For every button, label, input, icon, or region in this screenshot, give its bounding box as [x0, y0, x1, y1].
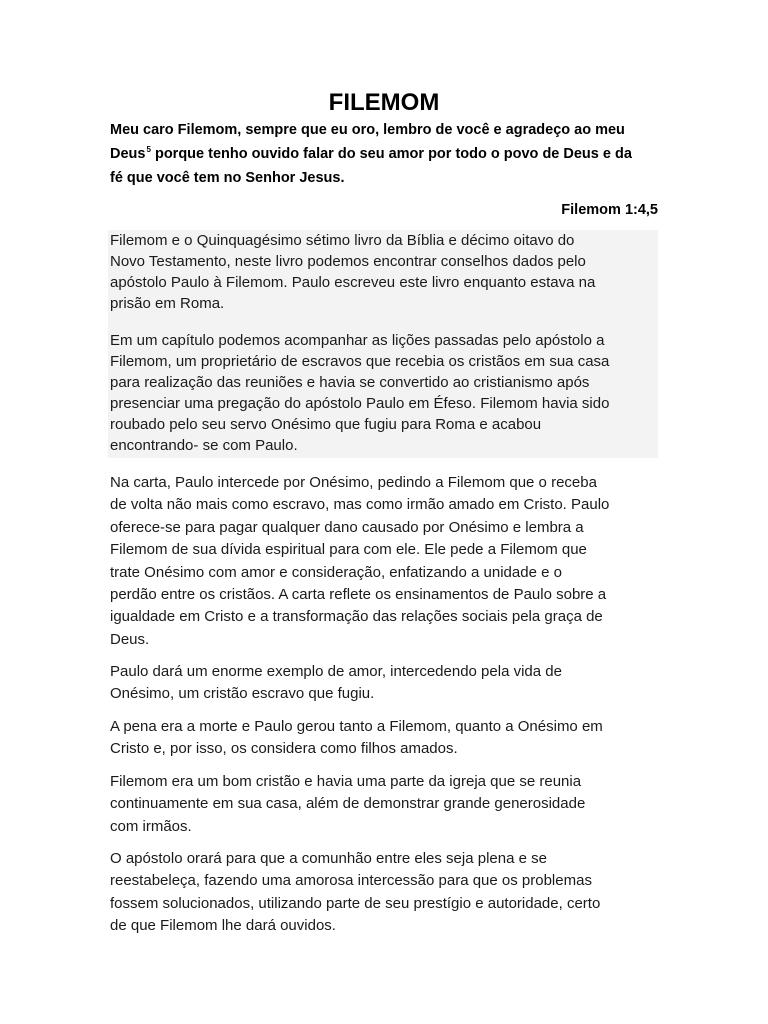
text-line: O apóstolo orará para que a comunhão entre eles seja plena e se — [110, 850, 547, 867]
text-line: Filemom era um bom cristão e havia uma parte da igreja que se reunia — [110, 773, 582, 790]
paragraph-prayer — [110, 848, 710, 938]
paragraph-example — [110, 661, 710, 706]
text-line: oferece-se para pagar qualquer dano causado por Onésimo e lembra a — [110, 518, 584, 536]
paragraph-penalty — [110, 716, 710, 761]
text-line: com irmãos. — [110, 817, 192, 835]
footnote-marker: 5 — [146, 144, 151, 154]
text-line: perdão entre os cristãos. A carta reflete os ensinamentos de Paulo sobre a — [110, 586, 607, 604]
text-line: Cristo e, por isso, os considera como filhos amados. — [110, 740, 458, 758]
highlight-box — [108, 230, 658, 458]
paragraph-chapter-summary — [108, 330, 658, 456]
text-line: Filemom e o Quinquagésimo sétimo livro da Bíblia e décimo oitavo do — [110, 232, 575, 249]
text-line: prisão em Roma. — [110, 295, 225, 312]
paragraph-church — [110, 771, 710, 838]
paragraph-book-intro — [108, 230, 658, 314]
text-line: Em um capítulo podemos acompanhar as lições passadas pelo apóstolo a — [110, 332, 605, 349]
text-line: Deus. — [110, 630, 150, 648]
text-line: apóstolo Paulo à Filemom. Paulo escreveu este livro enquanto estava na — [110, 274, 596, 291]
text-line: Na carta, Paulo intercede por Onésimo, pedindo a Filemom que o receba — [110, 474, 597, 491]
text-line: reestabeleça, fazendo uma amorosa intercessão para que os problemas — [110, 872, 592, 890]
text-line: igualdade em Cristo e a transformação das relações sociais pela graça de — [110, 608, 603, 626]
text-line: Novo Testamento, neste livro podemos encontrar conselhos dados pelo — [110, 253, 586, 270]
text-line: continuamente em sua casa, além de demonstrar grande generosidade — [110, 795, 586, 813]
paragraph-letter — [110, 472, 710, 651]
text-line: encontrando- se com Paulo. — [110, 437, 298, 454]
text-line: roubado pelo seu servo Onésimo que fugiu para Roma e acabou — [110, 416, 542, 433]
text-line: Paulo dará um enorme exemplo de amor, intercedendo pela vida de — [110, 663, 562, 680]
document-title: FILEMOM — [328, 89, 440, 116]
epigraph-quote — [110, 119, 710, 191]
text-line: A pena era a morte e Paulo gerou tanto a Filemom, quanto a Onésimo em — [110, 718, 603, 735]
text-line: fossem solucionados, utilizando parte de seu prestígio e autoridade, certo — [110, 894, 601, 912]
epigraph-reference: Filemom 1:4,5 — [561, 202, 658, 218]
text-line: Onésimo, um cristão escravo que fugiu. — [110, 685, 375, 703]
epigraph-line: Meu caro Filemom, sempre que eu oro, lembro de você e agradeço ao meu — [110, 122, 625, 138]
text-line: Filemom de sua dívida espiritual para com ele. Ele pede a Filemom que — [110, 541, 587, 559]
text-line: para realização das reuniões e havia se convertido ao cristianismo após — [110, 374, 590, 391]
text-line: de que Filemom lhe dará ouvidos. — [110, 917, 336, 935]
epigraph-line — [110, 143, 710, 168]
text-line: presenciar uma pregação do apóstolo Paulo em Éfeso. Filemom havia sido — [110, 395, 610, 412]
epigraph-line: fé que você tem no Senhor Jesus. — [110, 170, 345, 186]
text-line: trate Onésimo com amor e consideração, enfatizando a unidade e o — [110, 563, 562, 581]
text-line: de volta não mais como escravo, mas como irmão amado em Cristo. Paulo — [110, 496, 610, 514]
epigraph-text: porque tenho ouvido falar do seu amor por todo o povo de Deus e da — [154, 145, 632, 162]
text-line: Filemom, um proprietário de escravos que recebia os cristãos em sua casa — [110, 353, 610, 370]
epigraph-word: Deus — [110, 145, 146, 162]
